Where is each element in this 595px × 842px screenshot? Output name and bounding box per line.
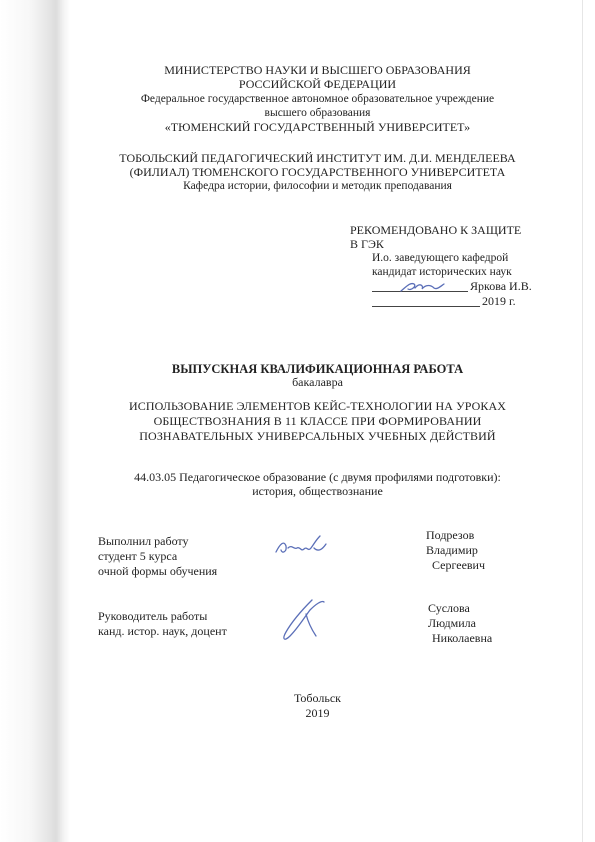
work-type: ВЫПУСКНАЯ КВАЛИФИКАЦИОННАЯ РАБОТА [171,362,464,376]
student-label-3: очной формы обучения [98,564,218,578]
footer-year: 2019 [305,706,330,720]
topic-line-1: ИСПОЛЬЗОВАНИЕ ЭЛЕМЕНТОВ КЕЙС-ТЕХНОЛОГИИ НА УРОКАХ [128,399,507,413]
program-line-2: история, обществознание [252,484,383,498]
ministry-line-1: МИНИСТЕРСТВО НАУКИ И ВЫСШЕГО ОБРАЗОВАНИЯ [164,63,471,77]
student-label-2: студент 5 курса [98,549,178,563]
student-patronymic: Сергеевич [432,558,486,572]
student-signature [270,530,330,566]
supervisor-surname: Суслова [428,601,470,615]
university-name: «ТЮМЕНСКИЙ ГОСУДАРСТВЕННЫЙ УНИВЕРСИТЕТ» [164,120,471,134]
institution-type-line-1: Федеральное государственное автономное образовательное учреждение [140,93,495,105]
supervisor-patronymic: Николаевна [432,631,493,645]
topic-line-2: ОБЩЕСТВОЗНАНИЯ В 11 КЛАССЕ ПРИ ФОРМИРОВАНИИ [153,414,482,428]
approval-line-3: И.о. заведующего кафедрой [372,252,509,264]
student-surname: Подрезов [426,528,475,542]
topic-line-3: ПОЗНАВАТЕЛЬНЫХ УНИВЕРСАЛЬНЫХ УЧЕБНЫХ ДЕЙСТВИЙ [139,429,496,443]
approval-line-4: кандидат исторических наук [372,266,512,278]
approval-year: 2019 г. [482,294,516,308]
approval-line-2: В ГЭК [350,237,384,251]
department-name: Кафедра истории, философии и методик преподавания [183,180,452,192]
supervisor-signature [272,596,328,646]
institute-line-1: ТОБОЛЬСКИЙ ПЕДАГОГИЧЕСКИЙ ИНСТИТУТ ИМ. Д.И. МЕНДЕЛЕЕВА [119,151,516,165]
work-degree: бакалавра [292,375,343,389]
student-name: Владимир [426,543,478,557]
scan-edge [582,0,583,842]
head-name: Яркова И.В. [470,279,532,293]
approval-line-1: РЕКОМЕНДОВАНО К ЗАЩИТЕ [350,223,522,237]
institution-type-line-2: высшего образования [264,107,371,119]
supervisor-name: Людмила [428,616,476,630]
program-line-1: 44.03.05 Педагогическое образование (с двумя профилями подготовки): [134,470,501,484]
supervisor-label-2: канд. истор. наук, доцент [98,624,227,638]
scan-shadow [0,0,70,842]
student-label-1: Выполнил работу [98,534,189,548]
date-signature-line [372,306,480,307]
head-signature [398,276,446,296]
institute-line-2: (ФИЛИАЛ) ТЮМЕНСКОГО ГОСУДАРСТВЕННОГО УНИВЕРСИТЕТА [129,165,506,179]
supervisor-label-1: Руководитель работы [98,609,208,623]
footer-city: Тобольск [294,691,341,705]
ministry-line-2: РОССИЙСКОЙ ФЕДЕРАЦИИ [238,77,397,91]
